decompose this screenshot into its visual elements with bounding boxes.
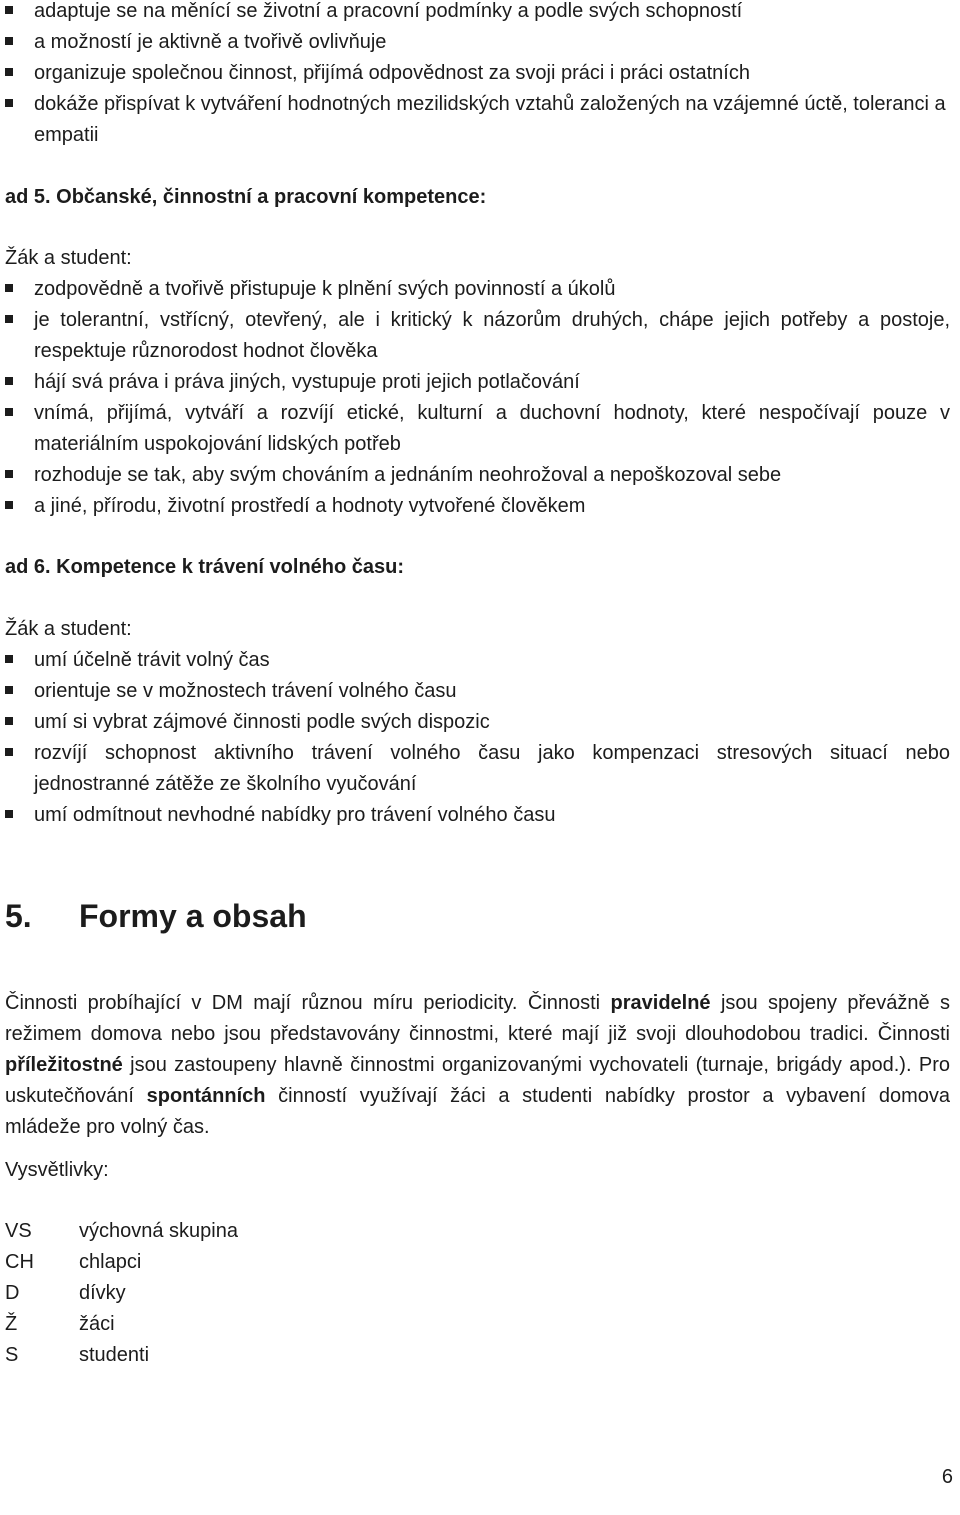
legend-row bbox=[5, 1340, 238, 1371]
bold-term: příležitostné bbox=[5, 1054, 123, 1076]
ad5-list bbox=[0, 274, 950, 522]
list-item: adaptuje se na měnící se životní a pracovní podmínky a podle svých schopností bbox=[0, 0, 950, 27]
list-item: umí odmítnout nevhodné nabídky pro trávení volného času bbox=[0, 800, 950, 831]
legend-meaning: chlapci bbox=[79, 1251, 142, 1273]
ad6-intro: Žák a student: bbox=[5, 618, 132, 640]
legend-abbr: Ž bbox=[5, 1313, 18, 1335]
legend-abbr: CH bbox=[5, 1251, 34, 1273]
competence-list-top bbox=[0, 0, 950, 151]
list-item: dokáže přispívat k vytváření hodnotných mezilidských vztahů založených na vzájemné úctě, toleranci a empatii bbox=[0, 89, 950, 151]
legend-row bbox=[5, 1278, 238, 1309]
legend-abbr: S bbox=[5, 1344, 19, 1366]
ad5-intro: Žák a student: bbox=[5, 247, 132, 269]
legend-meaning: výchovná skupina bbox=[79, 1220, 238, 1242]
paragraph-text: jsou spojeny převážně s režimem domova nebo jsou představovány činnostmi, které mají již svoji dlouhodobou tradici. Činnosti bbox=[5, 992, 950, 1045]
list-item: umí účelně trávit volný čas bbox=[0, 645, 950, 676]
list-item: a možností je aktivně a tvořivě ovlivňuje bbox=[0, 27, 950, 58]
legend-meaning: žáci bbox=[79, 1313, 115, 1335]
list-item: rozhoduje se tak, aby svým chováním a jednáním neohrožoval a nepoškozoval sebe bbox=[0, 460, 950, 491]
bold-term: spontánních bbox=[146, 1085, 266, 1107]
list-item: a jiné, přírodu, životní prostředí a hodnoty vytvořené člověkem bbox=[0, 491, 950, 522]
legend-row bbox=[5, 1247, 238, 1278]
legend-row bbox=[5, 1216, 238, 1247]
legend-abbr: VS bbox=[5, 1220, 32, 1242]
legend-title: Vysvětlivky: bbox=[5, 1159, 109, 1181]
ad6-heading: ad 6. Kompetence k trávení volného času: bbox=[5, 556, 405, 578]
legend-meaning: studenti bbox=[79, 1344, 150, 1366]
body-paragraph bbox=[5, 988, 950, 1143]
legend-row bbox=[5, 1309, 238, 1340]
paragraph-text: jsou zastoupeny hlavně činnostmi organizovanými vychovateli (turnaje, brigády apod.). Pro uskutečňování bbox=[5, 1054, 950, 1107]
section-heading bbox=[5, 893, 307, 939]
section-title: Formy a obsah bbox=[79, 898, 307, 934]
list-item: umí si vybrat zájmové činnosti podle svých dispozic bbox=[0, 707, 950, 738]
list-item: vnímá, přijímá, vytváří a rozvíjí etické, kulturní a duchovní hodnoty, které nespočívají pouze v materiálním uspokojování lidských potřeb bbox=[0, 398, 950, 460]
ad5-heading: ad 5. Občanské, činnostní a pracovní kompetence: bbox=[5, 186, 487, 208]
list-item: rozvíjí schopnost aktivního trávení volného času jako kompenzaci stresových situací nebo jednostranné zátěže ze školního vyučování bbox=[0, 738, 950, 800]
legend-table bbox=[5, 1216, 238, 1371]
bold-term: pravidelné bbox=[610, 992, 711, 1014]
list-item: je tolerantní, vstřícný, otevřený, ale i kritický k názorům druhých, chápe jejich potřeby a postoje, respektuje různorodost hodnot člověka bbox=[0, 305, 950, 367]
list-item: organizuje společnou činnost, přijímá odpovědnost za svoji práci i práci ostatních bbox=[0, 58, 950, 89]
page-number: 6 bbox=[941, 1466, 953, 1488]
list-item: orientuje se v možnostech trávení volného času bbox=[0, 676, 950, 707]
paragraph-text: Činnosti probíhající v DM mají různou míru periodicity. Činnosti bbox=[5, 992, 611, 1014]
legend-meaning: dívky bbox=[79, 1282, 126, 1304]
legend-abbr: D bbox=[5, 1282, 20, 1304]
list-item: hájí svá práva i práva jiných, vystupuje proti jejich potlačování bbox=[0, 367, 950, 398]
list-item: zodpovědně a tvořivě přistupuje k plnění svých povinností a úkolů bbox=[0, 274, 950, 305]
paragraph-text: činností využívají žáci a studenti nabídky prostor a vybavení domova mládeže pro volný čas. bbox=[5, 1085, 951, 1138]
ad6-list bbox=[0, 645, 950, 831]
section-number: 5. bbox=[5, 898, 32, 934]
